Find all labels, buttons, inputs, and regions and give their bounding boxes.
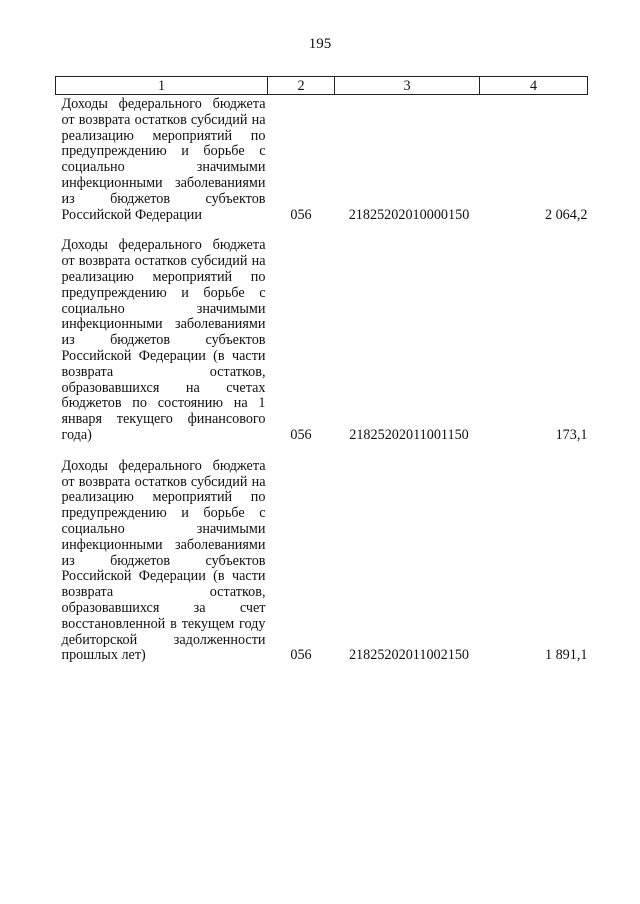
revenue-name: Доходы федерального бюджета от возврата остатков субсидий на реализацию мероприятий по предупреждению и борьбе с социально значимыми инфекционными заболеваниями из бюджетов субъектов Российской Федерации (61, 96, 266, 223)
revenue-code: 21825202011002150 (348, 647, 470, 664)
revenue-amount: 1 891,1 (544, 647, 588, 664)
column-header-3: 3 (335, 77, 480, 95)
column-header-4: 4 (480, 77, 588, 95)
table-row (56, 95, 588, 236)
revenue-amount: 173,1 (555, 426, 588, 443)
page-number: 195 (308, 36, 332, 52)
administrator-code: 056 (290, 206, 312, 223)
budget-revenue-table (55, 76, 588, 664)
revenue-name: Доходы федерального бюджета от возврата остатков субсидий на реализацию мероприятий по предупреждению и борьбе с социально значимыми инфекционными заболеваниями из бюджетов субъектов Российской Федерации (в части возврата остатков, образовавшихся на счетах бюджетов по состоянию на 1 января текущего финансового года) (61, 237, 266, 443)
revenue-code: 21825202011001150 (349, 426, 469, 443)
revenue-name: Доходы федерального бюджета от возврата остатков субсидий на реализацию мероприятий по предупреждению и борьбе с социально значимыми инфекционными заболеваниями из бюджетов субъектов Российской Федерации (в части возврата остатков, образовавшихся за счет восстановленной в текущем году дебиторской задолженности прошлых лет) (61, 457, 266, 664)
column-header-2: 2 (268, 77, 335, 95)
administrator-code: 056 (290, 647, 312, 664)
revenue-code: 21825202010000150 (348, 206, 470, 223)
column-header-1: 1 (56, 77, 268, 95)
administrator-code: 056 (290, 426, 312, 443)
table-row (56, 235, 588, 455)
revenue-amount: 2 064,2 (544, 206, 588, 223)
table-row (56, 456, 588, 664)
table-header-row (56, 77, 588, 95)
